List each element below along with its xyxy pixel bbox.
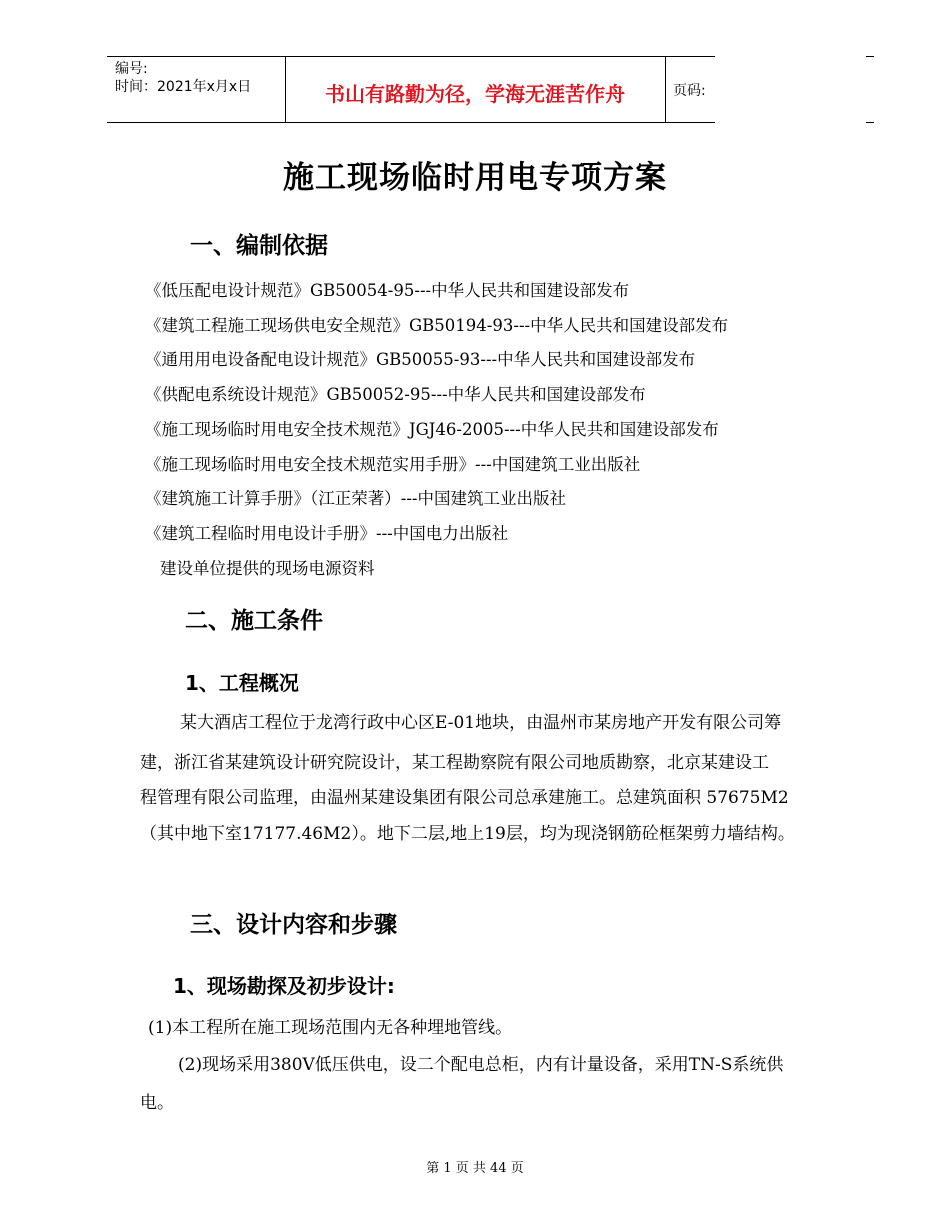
reference-item: 《施工现场临时用电安全技术规范》JGJ46-2005---中华人民共和国建设部发布 [145,420,719,439]
survey-item-line: 电。 [140,1093,174,1113]
section-heading-design: 三、设计内容和步骤 [190,912,397,938]
document-title: 施工现场临时用电专项方案 [283,160,667,196]
section-heading-conditions: 二、施工条件 [185,608,323,634]
crop-mark-bottom [866,122,874,123]
header-top-rule [107,56,715,57]
reference-item: 《低压配电设计规范》GB50054-95---中华人民共和国建设部发布 [145,281,630,300]
reference-item: 《建筑施工计算手册》（江正荣著）---中国建筑工业出版社 [145,489,566,508]
header-motto: 书山有路勤为径，学海无涯苦作舟 [325,82,625,106]
header-divider-right [665,56,666,122]
overview-paragraph-line: 某大酒店工程位于龙湾行政中心区E-01地块，由温州市某房地产开发有限公司筹 [180,713,782,733]
overview-paragraph-line: 建，浙江省某建筑设计研究院设计，某工程勘察院有限公司地质勘察，北京某建设工 [140,753,769,773]
reference-item: 《通用用电设备配电设计规范》GB50055-93---中华人民共和国建设部发布 [145,350,696,369]
reference-item: 《建筑工程临时用电设计手册》---中国电力出版社 [145,524,509,543]
subsection-heading-survey: 1、现场勘探及初步设计: [173,974,395,998]
reference-item: 《供配电系统设计规范》GB50052-95---中华人民共和国建设部发布 [145,385,646,404]
reference-item: 建设单位提供的现场电源资料 [160,559,375,578]
subsection-heading-overview: 1、工程概况 [185,671,299,695]
crop-mark-top [866,56,874,57]
header-bottom-rule [107,122,715,123]
page-footer: 第 1 页 共 44 页 [426,1161,524,1176]
overview-paragraph-line: 程管理有限公司监理，由温州某建设集团有限公司总承建施工。总建筑面积 57675M2 [140,788,789,808]
survey-item: (1)本工程所在施工现场范围内无各种埋地管线。 [148,1018,513,1038]
overview-paragraph-line: （其中地下室17177.46M2）。地下二层,地上19层，均为现浇钢筋砼框架剪力墙结构。 [140,824,795,844]
reference-item: 《建筑工程施工现场供电安全规范》GB50194-93---中华人民共和国建设部发布 [145,316,729,335]
section-heading-basis: 一、编制依据 [190,233,328,259]
survey-item-line: (2)现场采用380V低压供电，设二个配电总柜，内有计量设备，采用TN-S系统供 [178,1055,784,1075]
header-page-label: 页码: [673,83,706,99]
header-number-label: 编号: [115,61,148,77]
header-time-label: 时间：2021年x月x日 [115,79,252,95]
reference-item: 《施工现场临时用电安全技术规范实用手册》---中国建筑工业出版社 [145,455,641,474]
